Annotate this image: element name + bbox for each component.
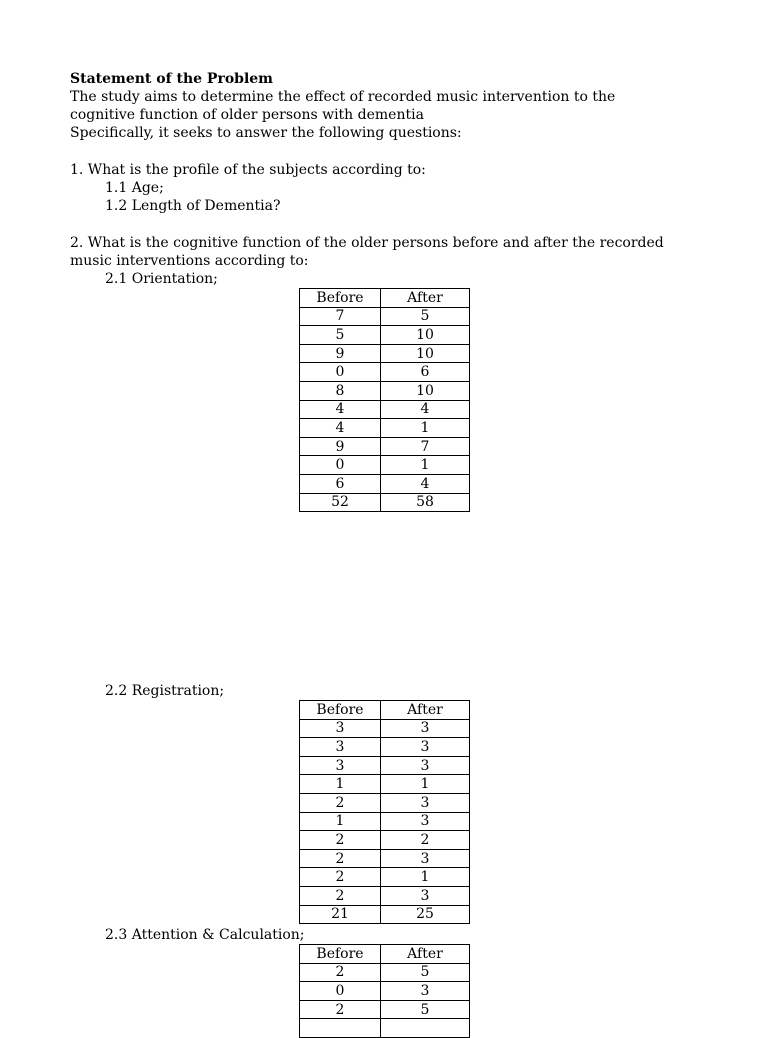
section-label-attention-calculation: 2.3 Attention & Calculation; (105, 927, 305, 943)
after-cell: 4 (381, 474, 470, 493)
registration-table (299, 700, 470, 924)
intro-line-2: cognitive function of older persons with dementia (70, 107, 424, 123)
before-cell: 2 (300, 963, 381, 982)
before-cell: 9 (300, 344, 381, 363)
before-cell (300, 1019, 381, 1038)
table-row (300, 756, 470, 775)
table-header-row (300, 701, 470, 720)
before-cell: 2 (300, 868, 381, 887)
header-after: After (381, 701, 470, 720)
after-cell: 10 (381, 381, 470, 400)
table-row (300, 793, 470, 812)
after-cell: 5 (381, 307, 470, 326)
table-row (300, 886, 470, 905)
table-row (300, 868, 470, 887)
question-1-1: 1.1 Age; (105, 180, 164, 196)
after-cell: 6 (381, 363, 470, 382)
intro-line-3: Specifically, it seeks to answer the following questions: (70, 125, 462, 141)
after-cell: 3 (381, 812, 470, 831)
before-cell: 1 (300, 812, 381, 831)
after-cell: 5 (381, 963, 470, 982)
table-row (300, 849, 470, 868)
before-cell: 3 (300, 719, 381, 738)
table-row (300, 775, 470, 794)
before-cell: 2 (300, 1000, 381, 1019)
question-2-line-1: 2. What is the cognitive function of the older persons before and after the recorded (70, 235, 664, 251)
after-cell: 3 (381, 793, 470, 812)
header-before: Before (300, 945, 381, 964)
table-row (300, 1019, 470, 1038)
table-row (300, 400, 470, 419)
table-row (300, 326, 470, 345)
table-row (300, 363, 470, 382)
table-row (300, 1000, 470, 1019)
after-cell: 10 (381, 326, 470, 345)
problem-heading: Statement of the Problem (70, 71, 273, 87)
table-row (300, 474, 470, 493)
after-cell: 4 (381, 400, 470, 419)
header-after: After (381, 945, 470, 964)
orientation-table (299, 288, 470, 512)
table-row (300, 344, 470, 363)
after-total: 25 (381, 905, 470, 924)
before-cell: 2 (300, 849, 381, 868)
before-total: 21 (300, 905, 381, 924)
before-cell: 6 (300, 474, 381, 493)
after-cell: 3 (381, 849, 470, 868)
table-header-row (300, 945, 470, 964)
before-cell: 0 (300, 982, 381, 1001)
section-label-registration: 2.2 Registration; (105, 683, 225, 699)
table-row (300, 307, 470, 326)
after-cell: 3 (381, 756, 470, 775)
table-header-row (300, 289, 470, 308)
table-total-row (300, 905, 470, 924)
after-cell: 1 (381, 456, 470, 475)
after-cell: 1 (381, 419, 470, 438)
table-row (300, 437, 470, 456)
before-cell: 2 (300, 831, 381, 850)
before-cell: 4 (300, 400, 381, 419)
before-cell: 0 (300, 363, 381, 382)
table-row (300, 738, 470, 757)
before-cell: 1 (300, 775, 381, 794)
table-total-row (300, 493, 470, 512)
intro-line-1: The study aims to determine the effect of recorded music intervention to the (70, 89, 616, 105)
table-row (300, 381, 470, 400)
before-cell: 8 (300, 381, 381, 400)
question-1-2: 1.2 Length of Dementia? (105, 198, 281, 214)
before-cell: 7 (300, 307, 381, 326)
before-cell: 9 (300, 437, 381, 456)
before-cell: 2 (300, 886, 381, 905)
after-cell: 3 (381, 719, 470, 738)
before-cell: 3 (300, 756, 381, 775)
before-cell: 5 (300, 326, 381, 345)
table-row (300, 812, 470, 831)
section-label-orientation: 2.1 Orientation; (105, 271, 218, 287)
before-cell: 2 (300, 793, 381, 812)
after-cell: 10 (381, 344, 470, 363)
after-total: 58 (381, 493, 470, 512)
table-row (300, 982, 470, 1001)
after-cell (381, 1019, 470, 1038)
header-after: After (381, 289, 470, 308)
question-2-line-2: music interventions according to: (70, 253, 309, 269)
after-cell: 3 (381, 982, 470, 1001)
table-row (300, 963, 470, 982)
header-before: Before (300, 701, 381, 720)
after-cell: 3 (381, 738, 470, 757)
after-cell: 5 (381, 1000, 470, 1019)
table-row (300, 419, 470, 438)
table-row (300, 719, 470, 738)
before-cell: 4 (300, 419, 381, 438)
header-before: Before (300, 289, 381, 308)
table-row (300, 456, 470, 475)
after-cell: 1 (381, 775, 470, 794)
after-cell: 2 (381, 831, 470, 850)
question-1: 1. What is the profile of the subjects according to: (70, 162, 426, 178)
before-cell: 0 (300, 456, 381, 475)
before-cell: 3 (300, 738, 381, 757)
after-cell: 7 (381, 437, 470, 456)
after-cell: 3 (381, 886, 470, 905)
table-row (300, 831, 470, 850)
after-cell: 1 (381, 868, 470, 887)
before-total: 52 (300, 493, 381, 512)
